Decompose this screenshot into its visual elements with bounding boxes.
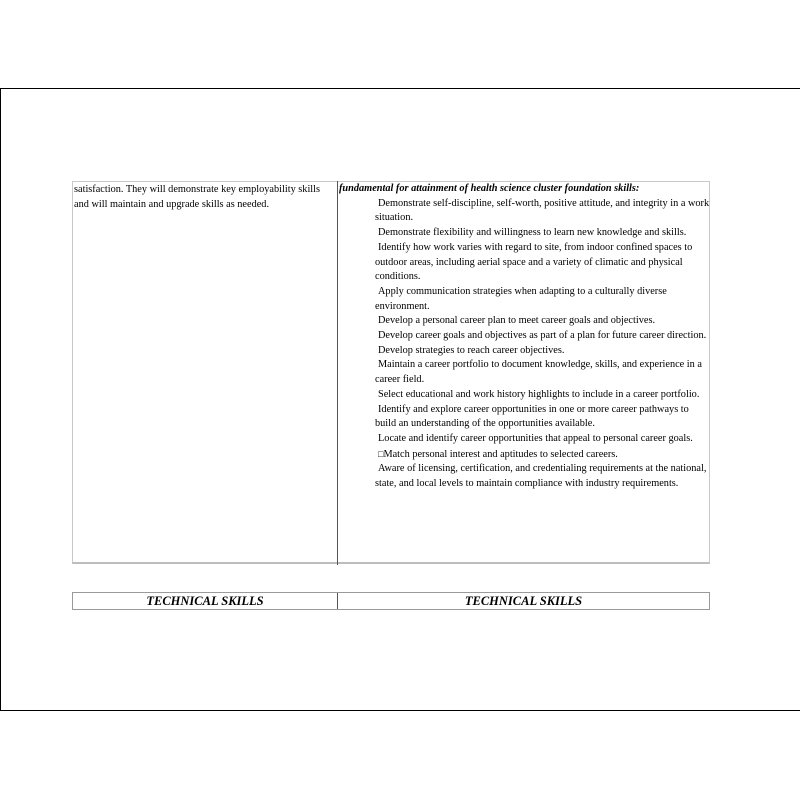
list-item: Locate and identify career opportunities that appeal to personal career goals. xyxy=(378,432,693,444)
column-divider xyxy=(337,181,338,565)
checkbox-icon: □ xyxy=(378,448,384,459)
technical-skills-left-header: TECHNICAL SKILLS xyxy=(73,593,338,609)
list-item: Identify and explore career opportunities in one or more career pathways to build an understanding of the opportunities available. xyxy=(375,403,689,430)
list-item: Demonstrate self-discipline, self-worth, positive attitude, and integrity in a work situation. xyxy=(375,197,710,224)
standards-table xyxy=(72,181,710,564)
list-item: Demonstrate flexibility and willingness to learn new knowledge and skills. xyxy=(378,227,687,239)
technical-skills-right-header: TECHNICAL SKILLS xyxy=(464,593,583,608)
list-item: Develop strategies to reach career objectives. xyxy=(378,344,565,356)
list-item: Apply communication strategies when adapting to a culturally diverse environment. xyxy=(375,285,667,312)
list-item: Identify how work varies with regard to site, from indoor confined spaces to outdoor areas, including aerial space and a variety of climatic and physical conditions. xyxy=(375,241,693,283)
left-column-text: satisfaction. They will demonstrate key employability skills and will maintain and upgrade skills as needed. xyxy=(74,184,321,210)
list-item: Select educational and work history highlights to include in a career portfolio. xyxy=(378,388,700,400)
list-item: Develop a personal career plan to meet career goals and objectives. xyxy=(378,315,656,327)
technical-skills-table xyxy=(72,592,710,610)
list-item: Develop career goals and objectives as part of a plan for future career direction. xyxy=(378,330,707,342)
right-column-heading: fundamental for attainment of health science cluster foundation skills: xyxy=(339,183,640,194)
list-item: Maintain a career portfolio to document knowledge, skills, and experience in a career field. xyxy=(375,359,702,386)
right-column xyxy=(339,182,711,492)
skills-list xyxy=(339,197,711,492)
list-item: □Match personal interest and aptitudes to selected careers. xyxy=(378,448,618,460)
list-item: Aware of licensing, certification, and credentialing requirements at the national, state, and local levels to maintain compliance with industry requirements. xyxy=(375,463,707,490)
